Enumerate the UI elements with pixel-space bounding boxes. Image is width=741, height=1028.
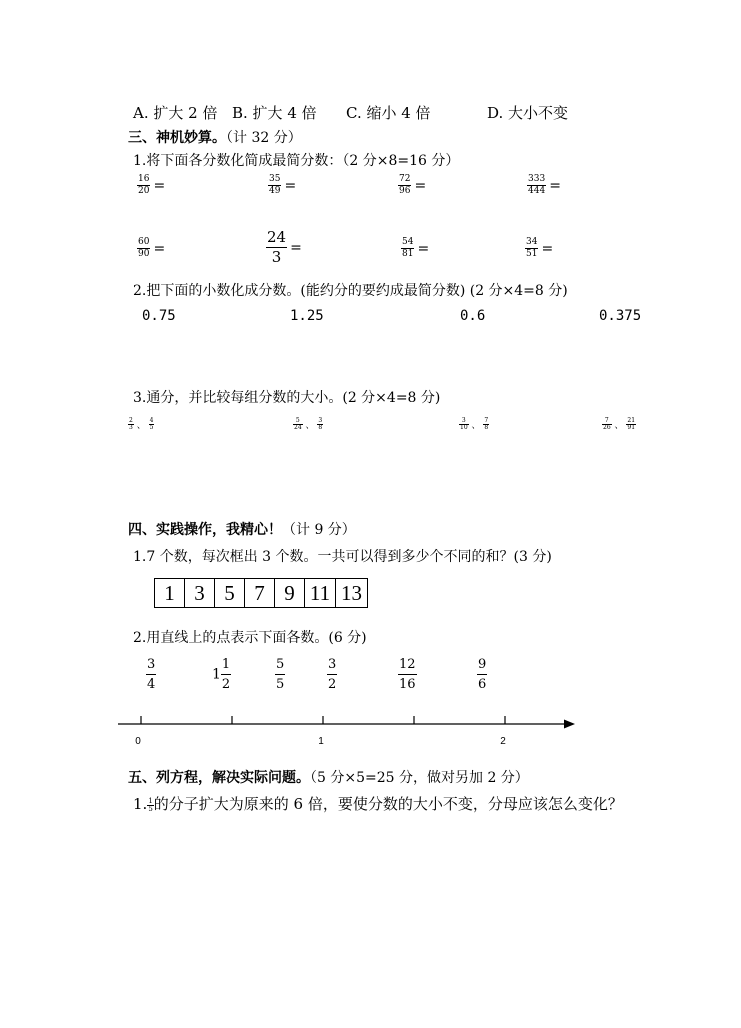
section-4-title: 四、实践操作，我精心！ — [128, 522, 282, 538]
s3-q1-item: $\frac{54}{81}$ = — [402, 237, 430, 259]
fraction-pair: $\frac{5}{24}$ 、 $\frac{3}{8}$ — [294, 417, 323, 431]
s3-q1-item: $\frac{60}{90}$ = — [138, 237, 166, 259]
number-cell: 9 — [275, 579, 305, 607]
nl-mixed-number: 1 $\frac{1}{2}$ — [212, 657, 231, 692]
fraction: $\frac{54}{81}$ — [402, 237, 414, 259]
fraction: $\frac{4}{5}$ — [149, 417, 154, 431]
s4-q1-prompt: 1.7 个数，每次框出 3 个数。一共可以得到多少个不同的和？(3 分) — [133, 549, 552, 565]
fraction: $\frac{2}{3}$ — [129, 417, 133, 431]
fraction: $\frac{24}{3}$ — [267, 228, 287, 266]
section-4-score: （计 9 分） — [282, 522, 356, 538]
axis-label-2: 2 — [500, 736, 506, 747]
fraction: $\frac{3}{8}$ — [318, 417, 323, 431]
decimal-value: 0.375 — [599, 308, 642, 324]
fraction: $\frac{3}{10}$ — [460, 417, 468, 431]
section-3-score: （计 32 分） — [226, 130, 302, 146]
choice-d: D. 大小不变 — [487, 104, 569, 122]
s4-q2-prompt: 2.用直线上的点表示下面各数。(6 分) — [133, 630, 367, 646]
s3-q1-item: $\frac{34}{51}$ = — [526, 237, 554, 259]
fraction-pair: $\frac{3}{10}$ 、 $\frac{7}{8}$ — [460, 417, 489, 431]
s5-q1-prompt: 1. $\frac{1}{5}$ 的分子扩大为原来的 6 倍，要使分数的大小不变，分母应该怎么变化？ — [133, 795, 623, 813]
s3-q2-prompt: 2.把下面的小数化成分数。(能约分的要约成最简分数) (2 分×4=8 分) — [133, 283, 568, 299]
choice-a: A. 扩大 2 倍 — [133, 104, 218, 122]
axis-arrow — [564, 720, 575, 729]
axis-label-0: 0 — [135, 736, 141, 747]
section-5-score: （5 分×5=25 分，做对另加 2 分） — [310, 770, 529, 786]
axis-label-1: 1 — [318, 736, 324, 747]
number-cell: 13 — [341, 581, 362, 605]
fraction: $\frac{35}{49}$ — [269, 174, 281, 196]
number-cell: 3 — [185, 579, 215, 607]
fraction: $\frac{7}{8}$ — [484, 417, 489, 431]
nl-fraction: $\frac{12}{16}$ — [399, 657, 416, 692]
fraction-pair: $\frac{7}{26}$ 、 $\frac{21}{91}$ — [603, 417, 636, 431]
fraction: $\frac{34}{51}$ — [526, 237, 538, 259]
fraction-pair: $\frac{2}{3}$ 、 $\frac{4}{5}$ — [129, 417, 154, 431]
section-5-heading — [128, 767, 529, 787]
decimal-value: 1.25 — [290, 308, 324, 324]
s3-q1-item: $\frac{16}{20}$ = — [138, 174, 166, 196]
s3-q3-prompt: 3.通分，并比较每组分数的大小。(2 分×4=8 分) — [133, 390, 441, 406]
section-3-title: 三、神机妙算。 — [128, 130, 226, 146]
s3-q1-item: $\frac{72}{96}$ = — [399, 174, 427, 196]
fraction: $\frac{5}{24}$ — [294, 417, 302, 431]
choice-c: C. 缩小 4 倍 — [346, 104, 431, 122]
fraction: $\frac{72}{96}$ — [399, 174, 411, 196]
decimal-value: 0.6 — [460, 308, 486, 324]
choice-b: B. 扩大 4 倍 — [232, 104, 317, 122]
nl-fraction: $\frac{3}{2}$ — [328, 657, 337, 692]
s3-q1-item: $\frac{24}{3}$ = — [267, 228, 302, 266]
number-cell: 7 — [245, 579, 275, 607]
s3-q1-item: $\frac{35}{49}$ = — [269, 174, 297, 196]
s3-q1-prompt: 1.将下面各分数化简成最简分数：（2 分×8=16 分） — [133, 153, 460, 169]
nl-fraction: $\frac{9}{6}$ — [478, 657, 487, 692]
fraction: $\frac{16}{20}$ — [138, 174, 150, 196]
fraction: $\frac{333}{444}$ — [528, 174, 546, 196]
s3-q1-item: $\frac{333}{444}$ = — [528, 174, 561, 196]
nl-fraction: $\frac{5}{5}$ — [276, 657, 285, 692]
fraction: $\frac{60}{90}$ — [138, 237, 150, 259]
section-5-title: 五、列方程，解决实际问题。 — [128, 770, 310, 786]
nl-fraction: $\frac{3}{4}$ — [147, 657, 156, 692]
fraction: $\frac{21}{91}$ — [627, 417, 636, 431]
number-cell: 5 — [215, 579, 245, 607]
fraction: $\frac{1}{5}$ — [148, 796, 153, 813]
number-cell: 11 — [305, 579, 336, 607]
number-cell: 1 — [155, 579, 185, 607]
decimal-value: 0.75 — [142, 308, 176, 324]
fraction: $\frac{7}{26}$ — [603, 417, 611, 431]
